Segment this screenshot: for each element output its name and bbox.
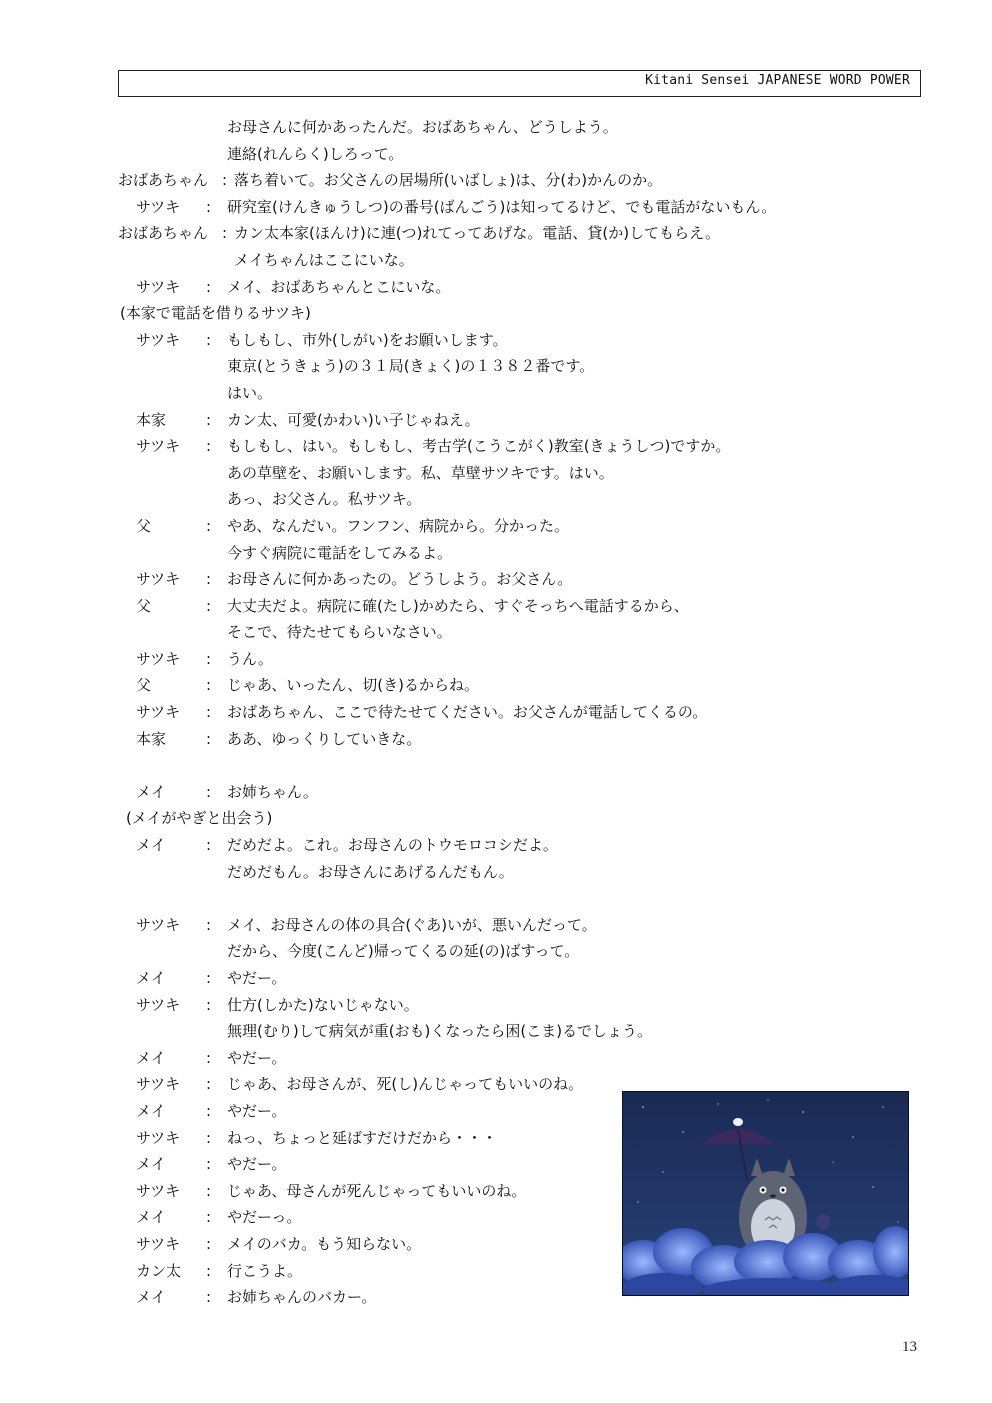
blank-line [0,752,992,779]
speaker-name: 本家 [136,729,167,748]
header-title: Kitani Sensei JAPANESE WORD POWER [645,73,910,88]
line-text: やだー。 [227,1101,287,1120]
speaker-name: サツキ [136,570,181,589]
speaker-colon: : [206,1075,212,1094]
script-line [0,460,992,487]
speaker-name: 父 [136,596,152,615]
script-line [0,540,992,567]
script-line [0,114,992,141]
line-text: やあ、なんだい。フンフン、病院から。分かった。 [227,516,570,535]
speaker-colon: : [206,1261,212,1280]
page-number: 13 [902,1339,917,1355]
speaker-colon: : [206,782,212,801]
speaker-colon: : [222,171,228,190]
speaker-colon: : [206,330,212,349]
speaker-colon: : [206,570,212,589]
speaker-name: 父 [136,516,152,535]
speaker-name: おばあちゃん [118,224,209,243]
line-text: ああ、ゆっくりしていきな。 [227,729,422,748]
line-text: うん。 [227,649,273,668]
speaker-name: サツキ [136,995,181,1014]
speaker-name: 父 [136,676,152,695]
stage-direction-text: (本家で電話を借りるサツキ) [120,304,311,323]
line-text: お母さんに何かあったんだ。おばあちゃん、どうしよう。 [227,118,618,136]
script-line [0,1045,992,1072]
script-line [0,247,992,274]
line-text: 今すぐ病院に電話をしてみるよ。 [227,543,453,562]
speaker-colon: : [206,596,212,615]
speaker-colon: : [206,1101,212,1120]
line-text: メイちゃんはここにいな。 [234,250,414,269]
speaker-colon: : [206,649,212,668]
speaker-colon: : [206,915,212,934]
line-text: おばあちゃん、ここで待たせてください。お父さんが電話してくるの。 [227,703,708,722]
speaker-colon: : [206,703,212,722]
speaker-name: サツキ [136,437,181,456]
script-line [0,965,992,992]
header-box [118,70,921,97]
speaker-name: サツキ [136,197,181,216]
speaker-colon: : [206,1234,212,1253]
line-text: じゃあ、お母さんが、死(し)んじゃってもいいのね。 [227,1075,584,1094]
line-text: やだーっ。 [227,1208,302,1227]
script-line [0,274,992,301]
script-line [0,566,992,593]
line-text: じゃあ、いったん、切(き)るからね。 [227,676,480,695]
line-text: 研究室(けんきゅうしつ)の番号(ばんごう)は知ってるけど、でも電話がないもん。 [227,197,777,216]
speaker-name: サツキ [136,1234,181,1253]
speaker-name: 本家 [136,410,167,429]
speaker-colon: : [206,995,212,1014]
line-text: もしもし、市外(しがい)をお願いします。 [227,330,508,349]
speaker-colon: : [206,1048,212,1067]
speaker-name: サツキ [136,649,181,668]
speaker-colon: : [206,410,212,429]
line-text: だから、今度(こんど)帰ってくるの延(の)ばすって。 [227,942,580,961]
script-line [0,726,992,753]
line-text: 行こうよ。 [227,1261,303,1280]
speaker-name: サツキ [136,277,181,296]
speaker-name: メイ [136,1101,166,1120]
script-line [0,593,992,620]
speaker-colon: : [206,676,212,695]
speaker-name: メイ [136,1288,166,1307]
speaker-colon: : [206,516,212,535]
speaker-colon: : [206,197,212,216]
speaker-colon: : [206,1128,212,1147]
line-text: はい。 [227,383,273,402]
speaker-name: サツキ [136,703,181,722]
speaker-name: メイ [136,836,166,855]
script-line [0,992,992,1019]
line-text: ねっ、ちょっと延ばすだけだから・・・ [227,1128,498,1147]
speaker-name: サツキ [136,915,181,934]
line-text: 東京(とうきょう)の３１局(きょく)の１３８２番です。 [227,357,595,376]
line-text: じゃあ、母さんが死んじゃってもいいのね。 [227,1181,527,1200]
line-text: 大丈夫だよ。病院に確(たし)かめたら、すぐそっちへ電話するから、 [227,596,689,615]
line-text: あっ、お父さん。私サツキ。 [227,490,422,509]
speaker-colon: : [206,836,212,855]
scene-illustration [622,1091,909,1296]
speaker-colon: : [206,437,212,456]
line-text: お姉ちゃんのバカー。 [227,1288,377,1307]
script-line [0,859,992,886]
speaker-name: メイ [136,1208,166,1227]
speaker-name: サツキ [136,1075,181,1094]
script-line [0,141,992,168]
script-line [0,699,992,726]
stage-direction [0,805,992,832]
line-text: だめだもん。お母さんにあげるんだもん。 [227,862,514,881]
script-line [0,938,992,965]
script-line [0,327,992,354]
script-line [0,1018,992,1045]
line-text: メイ、お母さんの体の具合(ぐあ)いが、悪いんだって。 [227,915,597,934]
line-text: そこで、待たせてもらいなさい。 [227,623,452,642]
speaker-colon: : [222,224,228,243]
script-line [0,167,992,194]
script-line [0,832,992,859]
script-line [0,353,992,380]
script-line [0,672,992,699]
line-text: だめだよ。これ。お母さんのトウモロコシだよ。 [227,836,558,855]
line-text: 無理(むり)して病気が重(おも)くなったら困(こま)るでしょう。 [227,1022,652,1041]
script-line [0,912,992,939]
speaker-name: メイ [136,782,166,801]
speaker-name: メイ [136,969,166,987]
script-line [0,380,992,407]
blank-line [0,885,992,912]
script-line [0,407,992,434]
speaker-colon: : [206,1155,212,1174]
line-text: 連絡(れんらく)しろって。 [227,144,404,163]
script-line [0,433,992,460]
line-text: やだー。 [227,1155,287,1174]
line-text: 仕方(しかた)ないじゃない。 [227,995,419,1014]
line-text: 落ち着いて。お父さんの居場所(いばしょ)は、分(わ)かんのか。 [234,171,663,190]
speaker-colon: : [206,1288,212,1307]
script-line [0,619,992,646]
stage-direction-text: (メイがやぎと出会う) [126,809,273,828]
speaker-colon: : [206,1181,212,1200]
speaker-name: カン太 [136,1261,182,1280]
speaker-name: メイ [136,1155,166,1174]
speaker-name: おばあちゃん [118,171,209,190]
script-line [0,646,992,673]
speaker-colon: : [206,1208,212,1227]
line-text: あの草壁を、お願いします。私、草壁サツキです。はい。 [227,463,614,482]
speaker-colon: : [206,729,212,748]
line-text: お姉ちゃん。 [227,782,318,801]
script-line [0,779,992,806]
line-text: もしもし、はい。もしもし、考古学(こうこがく)教室(きょうしつ)ですか。 [227,437,731,456]
script-line [0,220,992,247]
line-text: やだー。 [227,1048,287,1067]
line-text: カン太、可愛(かわい)い子じゃねえ。 [227,410,480,429]
speaker-name: メイ [136,1048,166,1067]
stage-direction [0,300,992,327]
script-line [0,486,992,513]
speaker-name: サツキ [136,330,181,349]
speaker-name: サツキ [136,1181,181,1200]
script-line [0,513,992,540]
line-text: お母さんに何かあったの。どうしよう。お父さん。 [227,570,573,589]
speaker-name: サツキ [136,1128,181,1147]
line-text: カン太本家(ほんけ)に連(つ)れてってあげな。電話、貸(か)してもらえ。 [234,224,721,243]
line-text: メイ、おばあちゃんとこにいな。 [227,277,451,296]
line-text: やだー。 [227,969,287,987]
speaker-colon: : [206,277,212,296]
line-text: メイのバカ。もう知らない。 [227,1234,422,1253]
script-line [0,194,992,221]
speaker-colon: : [206,969,212,987]
